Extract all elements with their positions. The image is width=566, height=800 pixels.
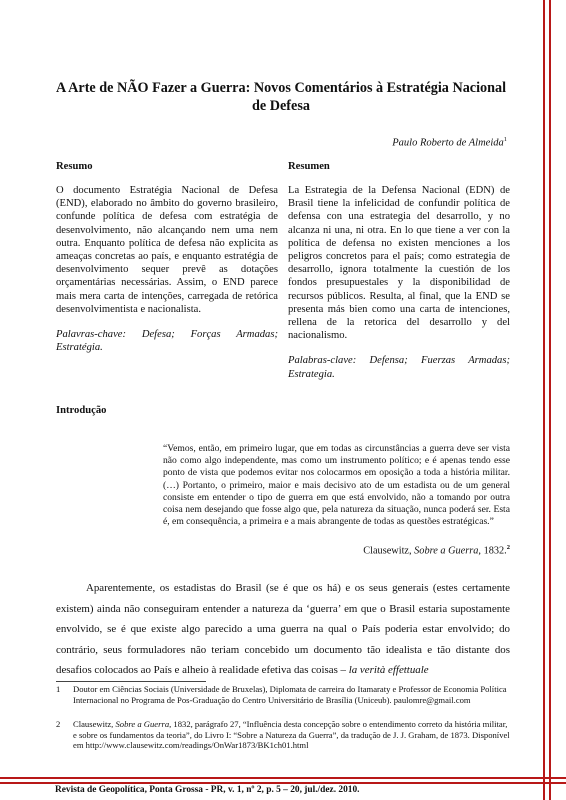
resumen-heading: Resumen [288,161,330,172]
author-line [392,136,507,149]
article-title: A Arte de NÃO Fazer a Guerra: Novos Comentários à Estratégia Nacional de Defesa [55,80,507,114]
epigraph-quote: “Vemos, então, em primeiro lugar, que em todas as circunstâncias a guerra deve ser vista não como algo independente, mas como um instrumento político; e é apenas tendo esse ponto de vista que podemos evitar nos colocarmos em oposição a toda a história militar. (…) Portanto, o primeiro, maior e mais decisivo ato de um estadista ou de um general consiste em entender o tipo de guerra em que está envolvido, não a tomando por outra coisa nem desejando que fosse algo que, pela natureza da situação, nunca poderá ser. Esta é, em consequência, a primeira e a mais abrangente de todas as questões estratégicas.” [163,443,510,528]
intro-heading: Introdução [56,405,107,416]
footnote-2-post: , 1832, parágrafo 27, “Influência desta concepção sobre o entendimento correto da história militar, e sobre os fundamentos da teoria”, do Livro I: “Sobre a Natureza da Guerra”, da tradução de J. J. Graham, de 1873. Disponível em http://www.clausewitz.com/readings/OnWar1873/BK1ch01.html [73,719,510,750]
resumen-keywords: Palabras-clave: Defensa; Fuerzas Armadas; Estrategia. [288,355,510,380]
citation-work: Sobre a Guerra [414,545,479,557]
footnote-1 [56,684,510,705]
author-footnote-marker: 1 [503,136,507,143]
footnote-1-number: 1 [56,684,61,694]
margin-rule-right [549,0,551,800]
margin-rule-left [543,0,545,800]
epigraph-citation [363,544,510,556]
citation-year: , 1832. [478,545,507,557]
resumo-column [56,184,278,354]
footnote-2-italic: Sobre a Guerra [115,719,170,729]
citation-footnote-marker: 2 [506,544,510,551]
footnote-2-text [73,719,510,751]
footnote-2-pre: Clausewitz, [73,719,116,729]
footnote-separator [56,681,206,682]
body-paragraph [56,578,510,681]
footnote-1-text: Doutor em Ciências Sociais (Universidade de Bruxelas), Diplomata de carreira do Itamaraty e Professor de Economia Política Internacional no Programa de Pos-Graduação do Centro Universitário de Brasília (Uniceub). paulomre@gmail.com [73,684,507,705]
footer-rule-top [0,777,566,779]
resumen-text: La Estrategia de la Defensa Nacional (EDN) de Brasil tiene la infelicidad de confundir política de defensa con una estrategia del desarrollo, y no alcanza ni una, ni otra. En lo que tiene a ver con la política de defensa no existen menciones a los peligros concretos para el país; como estrategia de desarrollo, ignora totalmente la cuestión de los fondos presupuestales y la disponibilidad de recursos públicos. Resulta, al final, que la END se presenta más bien como una carta de intenciones, rellena de la retorica del desarrollo y del nacionalismo. [288,185,510,342]
footnote-2 [56,719,510,751]
body-paragraph-italic: la verità effettuale [348,664,429,677]
resumo-text: O documento Estratégia Nacional de Defesa (END), elaborado no âmbito do governo brasileiro, confunde política de defesa com estratégia de desenvolvimento, não alcançando nem uma nem outra. Enquanto política de defesa não explicita as ameaças concretas ao país, e enquanto estratégia de desenvolvimento sequer prevê as dotações orçamentárias necessárias. Assim, o END parece mais mera carta de intenções, carregada de retórica desenvolvimentista e nacionalista. [56,185,278,315]
footnote-2-number: 2 [56,719,61,729]
resumen-column [288,184,510,381]
footer-rule-bottom [0,782,566,784]
body-paragraph-text: Aparentemente, os estadistas do Brasil (se é que os há) e os seus generais (estes certamente existem) ainda não conseguiram entender a natureza da ‘guerra’ em que o Brasil estaria supostamente envolvido, se é que existe algo parecido a uma guerra na qual o País poderia estar envolvido; do contrário, seus formuladores não teriam concebido um documento tão idealista e tão distante dos desafios colocados ao País e alheio à realidade efetiva das coisas – [56,582,510,677]
resumo-keywords: Palavras-chave: Defesa; Forças Armadas; Estratégia. [56,329,278,354]
author-name: Paulo Roberto de Almeida [392,137,504,149]
journal-footer: Revista de Geopolítica, Ponta Grossa - PR, v. 1, nº 2, p. 5 – 20, jul./dez. 2010. [55,785,360,795]
resumo-heading: Resumo [56,161,93,172]
citation-author: Clausewitz, [363,545,415,557]
